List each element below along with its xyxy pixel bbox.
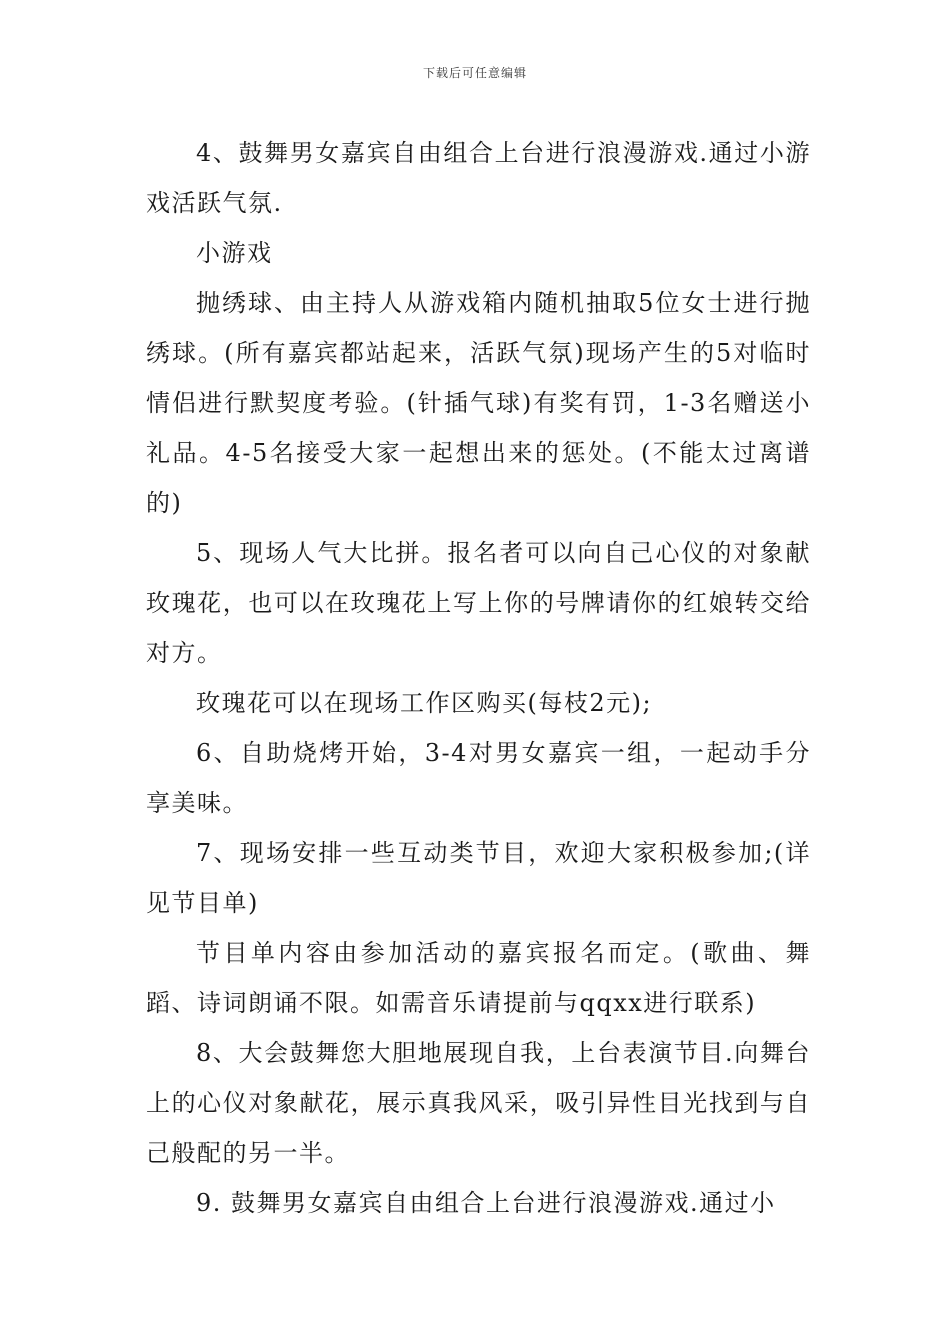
paragraph-program-list: 节目单内容由参加活动的嘉宾报名而定。(歌曲、舞蹈、诗词朗诵不限。如需音乐请提前与qqxx进行联系) [146,939,811,1017]
paragraph-item-6: 6、自助烧烤开始，3-4对男女嘉宾一组，一起动手分享美味。 [146,739,811,817]
document-body [146,128,811,1228]
paragraph-item-8: 8、大会鼓舞您大胆地展现自我，上台表演节目.向舞台上的心仪对象献花，展示真我风采，吸引异性目光找到与自己般配的另一半。 [146,1039,811,1167]
paragraph-item-7: 7、现场安排一些互动类节目，欢迎大家积极参加;(详见节目单) [146,839,811,917]
paragraph-item-9: 9. 鼓舞男女嘉宾自由组合上台进行浪漫游戏.通过小 [196,1189,776,1217]
paragraph-item-5: 5、现场人气大比拼。报名者可以向自己心仪的对象献玫瑰花，也可以在玫瑰花上写上你的号牌请你的红娘转交给对方。 [146,539,811,667]
paragraph-throw-ball: 抛绣球、由主持人从游戏箱内随机抽取5位女士进行抛绣球。(所有嘉宾都站起来，活跃气氛)现场产生的5对临时情侣进行默契度考验。(针插气球)有奖有罚，1-3名赠送小礼品。4-5名接受大家一起想出来的惩处。(不能太过离谱的) [146,289,811,517]
paragraph-rose-purchase: 玫瑰花可以在现场工作区购买(每枝2元); [196,689,653,717]
paragraph-item-4: 4、鼓舞男女嘉宾自由组合上台进行浪漫游戏.通过小游戏活跃气氛. [146,139,811,217]
paragraph-mini-game-heading: 小游戏 [196,239,273,267]
page-header: 下载后可任意编辑 [422,66,527,80]
